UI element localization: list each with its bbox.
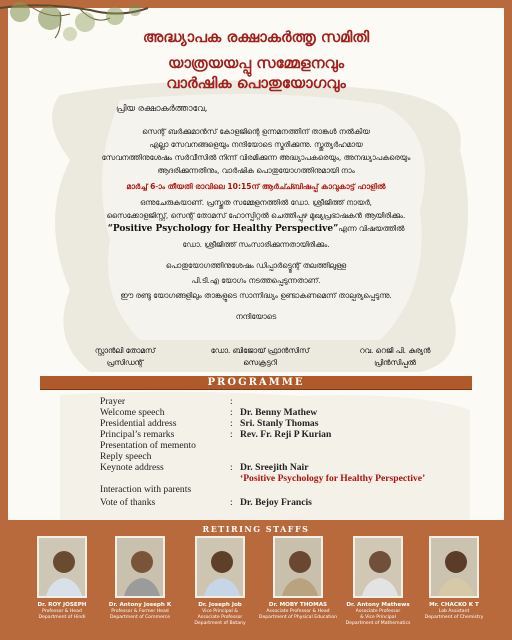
- letter-line-3: സേവനത്തിനുശേഷം സർവീസിൽ നിന്ന് വിരമിക്കുന്ന അദ്ധ്യാപകരെയും, അനദ്ധ്യാപകരെയും: [101, 153, 411, 162]
- letter-date-line: മാർച്ച് 6-ാം തീയതി രാവിലെ 10:15ന് ആർച്ച്ബിഷപ്പ് കാവുകാട്ട് ഹാളിൽ: [126, 182, 386, 191]
- letter-line-6: ഒന്നുചേരുകയാണ്. പ്രസ്തുത സമ്മേളനത്തിൽ ഡോ. ശ്രീജിത്ത് നായർ,: [140, 198, 372, 207]
- staff-department: Department of Chemistry: [424, 615, 484, 620]
- letter-topic-line: [0, 224, 512, 234]
- staff-card: [258, 536, 338, 621]
- staff-photo: [115, 536, 165, 598]
- staff-role: Vice Principal &: [202, 609, 238, 614]
- staff-photo: [353, 536, 403, 598]
- programme-item-label: Welcome speech: [100, 407, 165, 418]
- retiring-title: RETIRING STAFFS: [202, 524, 310, 534]
- letter-line-7: സൈക്കോളജിസ്റ്റ്, സെന്റ് തോമസ് ഹോസ്പിറ്റൽ ചെത്തിപ്പുഴ മുഖ്യപ്രഭാഷകൻ ആയിരിക്കും.: [106, 211, 406, 220]
- staff-photo: [195, 536, 245, 598]
- programme-item-label: Interaction with parents: [100, 484, 192, 495]
- staff-name: Dr. Antony Joseph K: [108, 602, 172, 608]
- staff-department: Department of Mathematics: [345, 621, 411, 626]
- staff-card: [100, 536, 180, 621]
- signature-principal: [335, 345, 455, 369]
- staff-photo: [273, 536, 323, 598]
- programme-item-colon: :: [230, 407, 233, 418]
- staff-card: [180, 536, 260, 627]
- staff-department: Department of Botany: [194, 621, 246, 626]
- staff-role: Associate Professor: [355, 609, 401, 614]
- staff-name: Dr. ROY JOSEPH: [37, 602, 87, 608]
- letter-line-12: ഈ രണ്ടു യോഗങ്ങളിലും താങ്കളുടെ സാന്നിദ്ധ്യം ഉണ്ടാകണമെന്ന് താല്പര്യപ്പെടുന്നു.: [120, 291, 392, 300]
- staff-role: Lab Assistant: [438, 609, 470, 614]
- header: [0, 27, 512, 93]
- letter-line-1: സെന്റ് ബർക്കുമാൻസ് കോളജിന്റെ ഉന്നമനത്തിന് താങ്കൾ നൽകിയ: [142, 127, 370, 136]
- programme-item-colon: :: [230, 418, 233, 429]
- staff-role: Professor & Former Head: [111, 609, 169, 614]
- programme-item-value: Dr. Benny Mathew: [240, 407, 318, 418]
- signature-title: സെക്രട്ടറി: [243, 358, 277, 367]
- letter-line-4: ആദരിക്കുന്നതിനും, വാർഷിക പൊതുയോഗത്തിനുമായി നാം: [157, 166, 355, 175]
- staff-name: Mr. CHACKO K T: [429, 602, 479, 608]
- programme-item-value: ‘Positive Psychology for Healthy Perspective’: [240, 473, 426, 484]
- programme-item-colon: :: [230, 497, 233, 508]
- programme-item-value: Rev. Fr. Reji P Kurian: [240, 429, 332, 440]
- signature-secretary: [200, 345, 320, 369]
- staff-name: Dr. MOBY THOMAS: [268, 602, 328, 608]
- letter-line-11: പി.ടി.എ യോഗം നടത്തപ്പെടുന്നതാണ്.: [191, 276, 321, 285]
- letter-line-9: ഡോ. ശ്രീജിത്ത് സംസാരിക്കുന്നതായിരിക്കും.: [182, 240, 330, 249]
- programme-item-label: Principal’s remarks: [100, 429, 175, 440]
- staff-department: Department of Hindi: [38, 615, 86, 620]
- programme-header: [40, 376, 472, 390]
- signature-title: പ്രസിഡന്റ്: [106, 358, 144, 367]
- letter-line-10: പൊതുയോഗത്തിനുശേഷം ഡിപ്പാർട്ട്മെന്റ് തലത്തിലുള്ള: [165, 261, 347, 270]
- staff-card: [338, 536, 418, 627]
- programme-item-colon: :: [230, 462, 233, 473]
- staff-name: Dr. Joseph Job: [198, 602, 242, 608]
- programme-item-colon: :: [230, 396, 233, 407]
- letter-topic-suffix: എന്ന വിഷയത്തിൽ: [338, 224, 405, 233]
- letter-topic: “Positive Psychology for Healthy Perspective”: [107, 224, 339, 234]
- header-title: അദ്ധ്യാപക രക്ഷാകർത്തൃ സമിതി: [142, 28, 370, 46]
- staff-role: Professor & Head: [42, 609, 82, 614]
- signature-title: പ്രിൻസിപ്പൽ: [374, 358, 416, 367]
- staff-card: [414, 536, 494, 621]
- programme-item-colon: :: [230, 429, 233, 440]
- programme-item-label: Prayer: [100, 396, 126, 407]
- letter-closing: നന്ദിയോടെ: [235, 312, 277, 321]
- staff-card: [22, 536, 102, 621]
- programme-item-label: Reply speech: [100, 451, 152, 462]
- staff-role: Associate Professor & Head: [266, 609, 330, 614]
- letter-salutation: പ്രിയ രക്ഷാകർത്താവേ,: [116, 104, 208, 114]
- programme-item-value: Dr. Bejoy Francis: [240, 497, 312, 508]
- programme-item-label: Presidential address: [100, 418, 177, 429]
- programme-item-label: Keynote address: [100, 462, 164, 473]
- programme-title: PROGRAMME: [207, 377, 305, 388]
- header-subtitle-2: വാർഷിക പൊതുയോഗവും: [166, 74, 346, 92]
- staff-role-2: & Vice Principal: [360, 615, 396, 620]
- signature-name: ഡോ. ബിജോയ് ഫ്രാൻസിസ്: [210, 346, 310, 355]
- staff-photo: [37, 536, 87, 598]
- staff-department: Department of Physical Education: [258, 615, 338, 620]
- programme-item-value: Sri. Stanly Thomas: [240, 418, 319, 429]
- signature-name: സ്റ്റാൻലി തോമസ്: [94, 346, 156, 355]
- programme-item-value: Dr. Sreejith Nair: [240, 462, 309, 473]
- signature-president: [70, 345, 180, 369]
- staff-role-2: Associate Professor: [197, 615, 243, 620]
- staff-name: Dr. Antony Mathews: [346, 602, 410, 608]
- header-subtitle-1: യാത്രയയപ്പു സമ്മേളനവും: [167, 54, 345, 72]
- staff-photo: [429, 536, 479, 598]
- signature-name: റവ. റെജി പി. കുര്യൻ: [359, 346, 431, 355]
- programme-item-label: Presentation of memento: [100, 440, 196, 451]
- programme-item-label: Vote of thanks: [100, 497, 156, 508]
- staff-department: Department of Commerce: [109, 615, 171, 620]
- letter-line-2: എല്ലാ സേവനങ്ങളെയും നന്ദിയോടെ സ്മരിക്കുന്നു. സ്തുത്യർഹമായ: [149, 140, 363, 149]
